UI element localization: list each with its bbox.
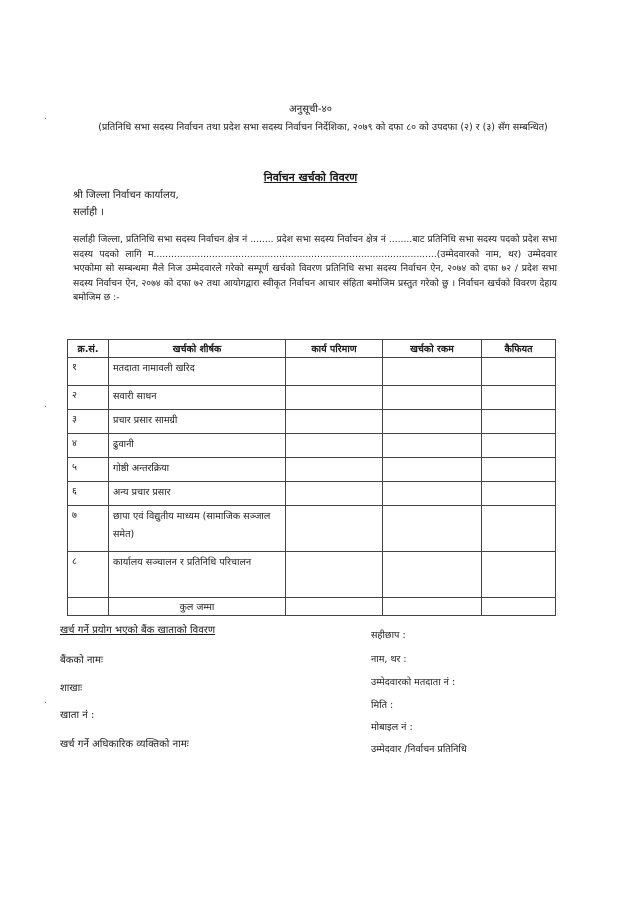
amount-cell (383, 434, 482, 458)
addressee-office: श्री जिल्ला निर्वाचन कार्यालय, (73, 190, 179, 201)
amount-cell (383, 482, 482, 506)
addressee-district: सर्लाही । (73, 207, 104, 218)
remarks-cell (482, 506, 556, 552)
account-number-label: खाता नं : (60, 710, 95, 721)
column-header: खर्चको रकम (383, 340, 482, 358)
serial-number: ४ (68, 434, 109, 458)
expense-title: छापा एवं विद्युतीय माध्यम (सामाजिक सञ्जाल समेत) (109, 506, 286, 552)
amount-cell (383, 458, 482, 482)
expense-title: प्रचार प्रसार सामग्री (109, 410, 286, 434)
column-header: कार्य परिमाण (286, 340, 383, 358)
table-row (68, 552, 556, 598)
table-row (68, 506, 556, 552)
statement-paragraph: सर्लाही जिल्ला, प्रतिनिधि सभा सदस्य निर्वाचन क्षेत्र नं ........ प्रदेश सभा सदस्य निर्वाचन क्षेत्र नं ........बाट प्रतिनिधि सभा सदस्य पदको प्रदेश सभा सदस्य पदको लागि म.................................................................................................(उम्मेदवारको नाम, थर) उम्मेदवार भएकोमा सो सम्बन्धमा मैले निज उम्मेदवारले गरेको सम्पूर्ण खर्चको विवरण प्रतिनिधि सभा सदस्य निर्वाचन ऐन, २०७४ को दफा ७२ / प्रदेश सभा सदस्य निर्वाचन ऐन, २०७४ को दफा ७२ तथा आयोगद्वारा स्वीकृत निर्वाचन आचार संहिता बमोजिम प्रस्तुत गरेको छु । निर्वाचन खर्चको विवरण देहाय बमोजिम छ :- (73, 234, 557, 303)
remarks-cell (482, 410, 556, 434)
table-row (68, 386, 556, 410)
serial-number: १ (68, 358, 109, 386)
amount-cell (383, 410, 482, 434)
table-row (68, 434, 556, 458)
page-title: निर्वाचन खर्चको विवरण (263, 171, 358, 184)
expense-title: कार्यालय सञ्चालन र प्रतिनिधि परिचालन (109, 552, 286, 598)
voter-number-label: उम्मेदवारको मतदाता नं : (371, 677, 456, 688)
expense-table (67, 339, 556, 616)
remarks-cell (482, 458, 556, 482)
table-header-row (68, 340, 556, 358)
total-remarks-cell (482, 598, 556, 616)
amount-cell (383, 386, 482, 410)
serial-number: २ (68, 386, 109, 410)
margin-mark: . (44, 400, 47, 410)
quantity-cell (286, 358, 383, 386)
expense-title: सवारी साधन (109, 386, 286, 410)
column-header: कैफियत (482, 340, 556, 358)
expense-title: मतदाता नामावली खरिद (109, 358, 286, 386)
margin-mark: . (44, 696, 47, 706)
table-row (68, 458, 556, 482)
schedule-number: अनुसूची-४० (289, 104, 332, 115)
reference-note: (प्रतिनिधि सभा सदस्य निर्वाचन तथा प्रदेश सभा सदस्य निर्वाचन निर्देशिका, २०७९ को दफा ८० को उपदफा (२) र (३) सँग सम्बन्धित) (98, 122, 548, 133)
authorized-person-label: खर्च गर्ने अधिकारिक व्यक्तिको नामः (60, 739, 189, 750)
expense-title: गोष्ठी अन्तरक्रिया (109, 458, 286, 482)
serial-number: ५ (68, 458, 109, 482)
table-row (68, 358, 556, 386)
quantity-cell (286, 482, 383, 506)
bank-name-label: बैंकको नामः (60, 655, 103, 666)
total-label: कुल जम्मा (109, 598, 286, 616)
remarks-cell (482, 386, 556, 410)
total-quantity-cell (286, 598, 383, 616)
expense-title: ढुवानी (109, 434, 286, 458)
date-label: मिति : (371, 700, 394, 711)
remarks-cell (482, 358, 556, 386)
amount-cell (383, 552, 482, 598)
mobile-label: मोबाइल नं : (371, 722, 413, 733)
bank-details-title: खर्च गर्ने प्रयोग भएको बैंक खाताको विवरण (60, 625, 216, 636)
total-amount-cell (383, 598, 482, 616)
serial-number: ७ (68, 506, 109, 552)
quantity-cell (286, 458, 383, 482)
serial-number: ६ (68, 482, 109, 506)
amount-cell (383, 358, 482, 386)
remarks-cell (482, 552, 556, 598)
total-sn-cell (68, 598, 109, 616)
column-header: खर्चको शीर्षक (109, 340, 286, 358)
serial-number: ३ (68, 410, 109, 434)
table-row (68, 410, 556, 434)
amount-cell (383, 506, 482, 552)
name-label: नाम, थर : (371, 654, 407, 665)
remarks-cell (482, 434, 556, 458)
serial-number: ८ (68, 552, 109, 598)
signature-label: सहीछाप : (371, 630, 406, 641)
signatory-role: उम्मेदवार /निर्वाचन प्रतिनिधि (371, 744, 467, 755)
quantity-cell (286, 552, 383, 598)
total-row (68, 598, 556, 616)
remarks-cell (482, 482, 556, 506)
column-header: क्र.सं. (68, 340, 109, 358)
expense-title: अन्य प्रचार प्रसार (109, 482, 286, 506)
branch-label: शाखाः (60, 683, 83, 694)
margin-mark: . (44, 112, 47, 122)
table-row (68, 482, 556, 506)
quantity-cell (286, 434, 383, 458)
quantity-cell (286, 506, 383, 552)
quantity-cell (286, 410, 383, 434)
quantity-cell (286, 386, 383, 410)
addressee (73, 187, 179, 221)
